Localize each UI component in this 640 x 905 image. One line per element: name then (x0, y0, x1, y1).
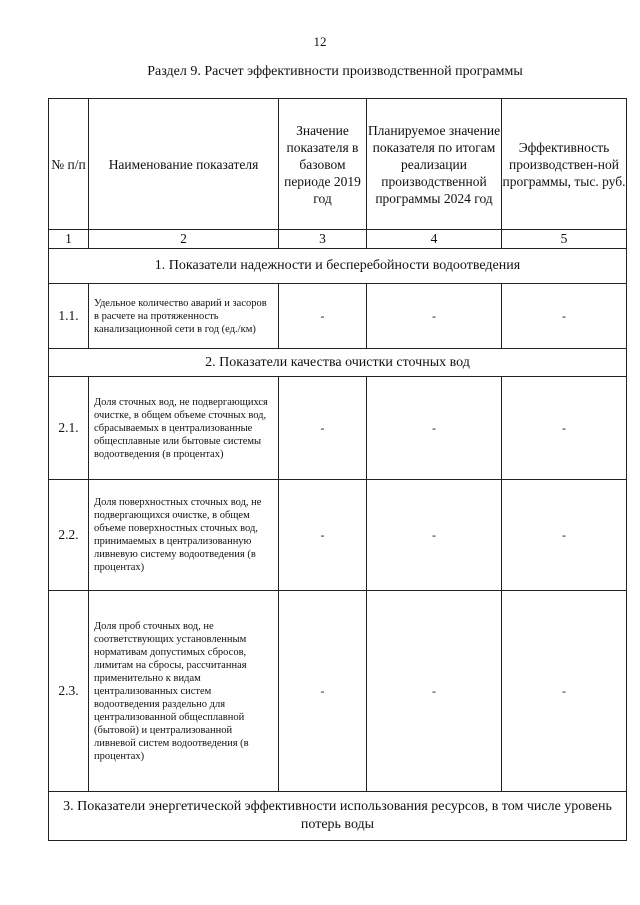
header-number: № п/п (49, 99, 89, 230)
planned-value: - (367, 591, 502, 792)
column-number-row (49, 230, 627, 249)
indicator-name: Доля сточных вод, не подвергающихся очистке, в общем объеме сточных вод, сбрасываемых в централизованные общесплавные или бытовые системы водоотведения (в процентах) (89, 377, 279, 480)
efficiency-value: - (502, 284, 627, 349)
page-title: Раздел 9. Расчет эффективности производственной программы (147, 64, 523, 79)
planned-value: - (367, 377, 502, 480)
row-number: 2.1. (49, 377, 89, 480)
table-row (49, 377, 627, 480)
base-value: - (279, 377, 367, 480)
efficiency-value: - (502, 480, 627, 591)
base-value: - (279, 480, 367, 591)
section-row (49, 249, 627, 284)
efficiency-value: - (502, 377, 627, 480)
row-number: 2.3. (49, 591, 89, 792)
column-number: 5 (502, 230, 627, 249)
efficiency-table (48, 98, 627, 841)
column-number: 2 (89, 230, 279, 249)
header-planned-value: Планируемое значение показателя по итогам реализации производственной программы 2024 год (367, 99, 502, 230)
efficiency-value: - (502, 591, 627, 792)
row-number: 2.2. (49, 480, 89, 591)
table-row (49, 591, 627, 792)
section-title: 3. Показатели энергетической эффективности использования ресурсов, в том числе уровень потерь воды (49, 792, 627, 841)
indicator-name: Доля поверхностных сточных вод, не подвергающихся очистке, в общем объеме поверхностных сточных вод, принимаемых в централизованную ливневую систему водоотведения (в процентах) (89, 480, 279, 591)
header-indicator-name: Наименование показателя (89, 99, 279, 230)
planned-value: - (367, 480, 502, 591)
header-efficiency: Эффективность производствен-ной программы, тыс. руб. (502, 99, 627, 230)
row-number: 1.1. (49, 284, 89, 349)
column-number: 4 (367, 230, 502, 249)
section-row (49, 792, 627, 841)
section-title: 2. Показатели качества очистки сточных вод (49, 349, 627, 377)
base-value: - (279, 284, 367, 349)
column-number: 1 (49, 230, 89, 249)
section-title: 1. Показатели надежности и бесперебойности водоотведения (49, 249, 627, 284)
page-number: 12 (313, 34, 327, 49)
column-number: 3 (279, 230, 367, 249)
table-row (49, 480, 627, 591)
planned-value: - (367, 284, 502, 349)
indicator-name: Доля проб сточных вод, не соответствующих установленным нормативам допустимых сбросов, лимитам на сбросы, рассчитанная применительно к видам централизованных систем водоотведения раздельно для централизованной общесплавной (бытовой) и централизованной ливневой систем водоотведения (в процентах) (89, 591, 279, 792)
header-base-value: Значение показателя в базовом периоде 2019 год (279, 99, 367, 230)
indicator-name: Удельное количество аварий и засоров в расчете на протяженность канализационной сети в год (ед./км) (89, 284, 279, 349)
table-row (49, 284, 627, 349)
table-header-row (49, 99, 627, 230)
section-row (49, 349, 627, 377)
base-value: - (279, 591, 367, 792)
